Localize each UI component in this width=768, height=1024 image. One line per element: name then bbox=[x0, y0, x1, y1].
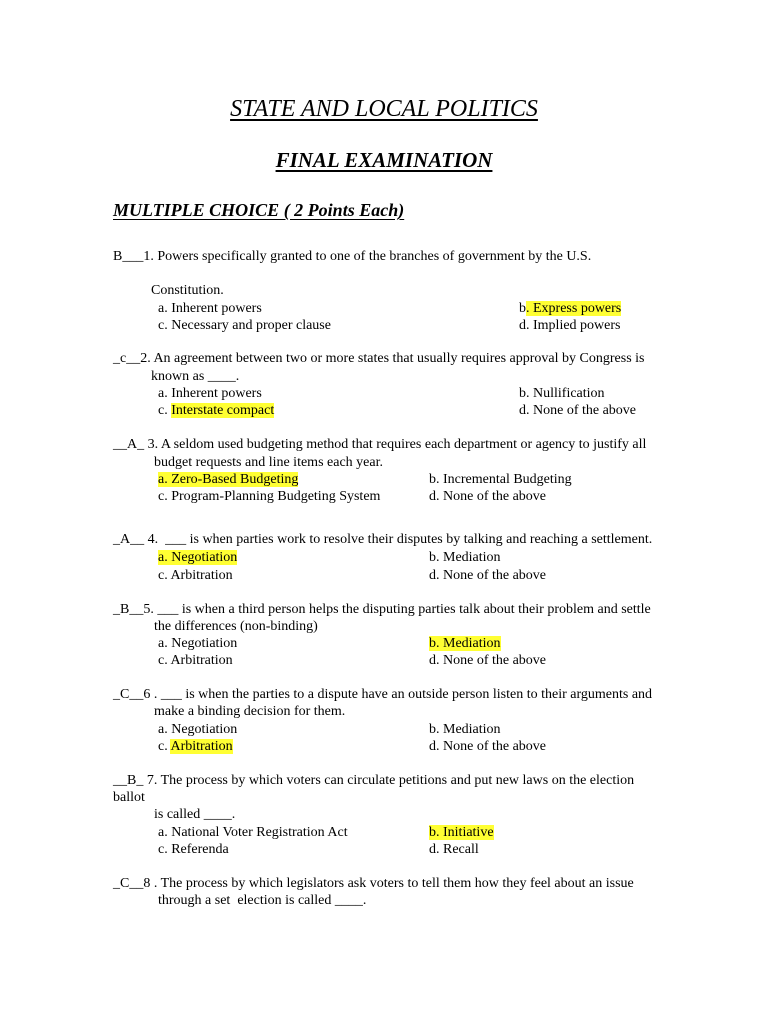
answer-option bbox=[158, 402, 274, 420]
option-text: d. None of the above bbox=[429, 568, 547, 583]
option-text: c. Program-Planning Budgeting System bbox=[158, 489, 381, 504]
answer-option bbox=[158, 567, 233, 585]
answer-option bbox=[158, 721, 237, 739]
answer-option bbox=[158, 635, 237, 653]
option-text: c. Arbitration bbox=[158, 568, 233, 583]
answer-option bbox=[158, 317, 331, 335]
option-text: d. Recall bbox=[429, 842, 479, 857]
option-text: a. Inherent powers bbox=[158, 386, 262, 401]
section-heading: MULTIPLE CHOICE ( 2 Points Each) bbox=[113, 200, 405, 220]
answer-option bbox=[429, 635, 501, 653]
option-text: b. Mediation bbox=[429, 722, 501, 737]
option-text: b bbox=[519, 301, 526, 316]
question-text: the differences (non-binding) bbox=[154, 619, 318, 634]
answer-option bbox=[519, 385, 605, 403]
answer-option bbox=[429, 549, 501, 567]
question-text: _c__2. An agreement between two or more states that usually requires approval by Congress is bbox=[113, 351, 645, 366]
option-text: a. Negotiation bbox=[158, 722, 238, 737]
answer-option bbox=[429, 567, 546, 585]
highlighted-answer: a. Zero-Based Budgeting bbox=[158, 472, 299, 487]
highlighted-answer: b. Initiative bbox=[429, 825, 494, 840]
option-text: c. Necessary and proper clause bbox=[158, 318, 331, 333]
question-text: _A__ 4. ___ is when parties work to resolve their disputes by talking and reaching a settlement. bbox=[113, 532, 653, 547]
question-text: B___1. Powers specifically granted to one of the branches of government by the U.S. bbox=[113, 249, 592, 264]
question-text: _C__6 . ___ is when the parties to a dispute have an outside person listen to their arguments and bbox=[113, 687, 653, 702]
option-text: d. Implied powers bbox=[519, 318, 621, 333]
option-text: d. None of the above bbox=[429, 489, 547, 504]
option-text: c. bbox=[158, 403, 172, 418]
question-text: _C__8 . The process by which legislators ask voters to tell them how they feel about an issue bbox=[113, 876, 634, 891]
answer-option bbox=[429, 721, 501, 739]
document-title: STATE AND LOCAL POLITICS bbox=[230, 96, 538, 122]
answer-option bbox=[519, 317, 620, 335]
answer-option bbox=[158, 841, 229, 859]
question-text: is called ____. bbox=[154, 807, 236, 822]
question-text: _B__5. ___ is when a third person helps the disputing parties talk about their problem and settle bbox=[113, 602, 651, 617]
option-text: b. Incremental Budgeting bbox=[429, 472, 572, 487]
option-text: d. None of the above bbox=[429, 739, 547, 754]
answer-option bbox=[429, 488, 546, 506]
option-text: b. Nullification bbox=[519, 386, 605, 401]
question-text: ballot bbox=[113, 790, 145, 805]
option-text: b. Mediation bbox=[429, 550, 501, 565]
option-text: d. None of the above bbox=[519, 403, 637, 418]
option-text: c. bbox=[158, 739, 171, 754]
highlighted-answer: b. Mediation bbox=[429, 636, 501, 651]
question-text: __A_ 3. A seldom used budgeting method that requires each department or agency to justify all bbox=[113, 437, 647, 452]
answer-option bbox=[429, 841, 479, 859]
answer-option bbox=[158, 824, 348, 842]
option-text: a. Negotiation bbox=[158, 636, 238, 651]
answer-option bbox=[158, 488, 380, 506]
option-text: a. Inherent powers bbox=[158, 301, 262, 316]
answer-option bbox=[158, 385, 262, 403]
highlighted-answer: . Express powers bbox=[526, 301, 622, 316]
question-text: known as ____. bbox=[151, 369, 240, 384]
answer-option bbox=[158, 652, 233, 670]
highlighted-answer: a. Negotiation bbox=[158, 550, 238, 565]
answer-option bbox=[158, 549, 237, 567]
option-text: d. None of the above bbox=[429, 653, 547, 668]
answer-option bbox=[429, 652, 546, 670]
answer-option bbox=[429, 471, 572, 489]
question-text: budget requests and line items each year. bbox=[154, 455, 383, 470]
answer-option bbox=[429, 824, 494, 842]
answer-option bbox=[429, 738, 546, 756]
highlighted-answer: Arbitration bbox=[170, 739, 233, 754]
answer-option bbox=[158, 738, 233, 756]
question-text: __B_ 7. The process by which voters can circulate petitions and put new laws on the election bbox=[113, 773, 635, 788]
option-text: a. National Voter Registration Act bbox=[158, 825, 348, 840]
option-text: c. Referenda bbox=[158, 842, 229, 857]
option-text: c. Arbitration bbox=[158, 653, 233, 668]
exam-subtitle: FINAL EXAMINATION bbox=[275, 148, 493, 172]
answer-option bbox=[519, 300, 621, 318]
answer-option bbox=[158, 471, 298, 489]
question-text: Constitution. bbox=[151, 283, 224, 298]
question-text: through a set election is called ____. bbox=[158, 893, 367, 908]
question-text: make a binding decision for them. bbox=[154, 704, 346, 719]
answer-option bbox=[519, 402, 636, 420]
answer-option bbox=[158, 300, 262, 318]
highlighted-answer: Interstate compact bbox=[171, 403, 275, 418]
